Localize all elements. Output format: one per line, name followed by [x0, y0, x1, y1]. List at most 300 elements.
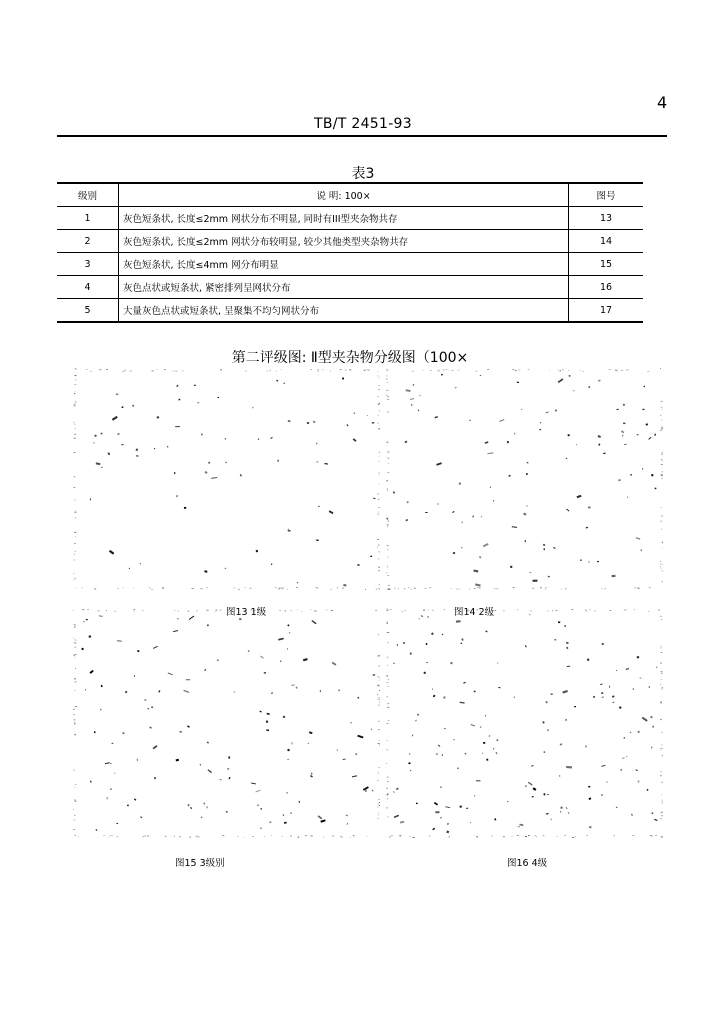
inclusion-particle — [436, 753, 438, 755]
frame-speck — [379, 461, 380, 462]
frame-speck — [511, 836, 512, 837]
inclusion-particle — [154, 448, 155, 450]
inclusion-particle — [421, 615, 423, 617]
inclusion-particle — [624, 444, 627, 446]
inclusion-particle — [565, 719, 567, 721]
cell-description: 大量灰色点状或短条状, 呈聚集不均匀网状分布 — [119, 299, 569, 323]
frame-speck — [557, 369, 558, 370]
frame-speck — [276, 587, 277, 588]
frame-speck — [528, 369, 530, 370]
frame-speck — [610, 610, 612, 611]
inclusion-particle — [207, 769, 212, 773]
frame-speck — [74, 406, 75, 407]
frame-speck — [379, 666, 380, 667]
inclusion-particle — [514, 433, 515, 435]
inclusion-particle — [566, 766, 572, 769]
frame-speck — [661, 619, 662, 620]
frame-speck — [660, 564, 661, 565]
inclusion-particle — [445, 806, 450, 808]
inclusion-particle — [459, 483, 461, 485]
inclusion-particle — [187, 804, 189, 806]
frame-speck — [378, 559, 380, 560]
frame-speck — [130, 371, 132, 372]
inclusion-particle — [346, 814, 348, 816]
frame-speck — [660, 775, 662, 776]
frame-speck — [617, 370, 618, 371]
inclusion-particle — [218, 397, 220, 398]
inclusion-particle — [177, 618, 179, 619]
frame-speck — [547, 611, 549, 612]
inclusion-particle — [646, 423, 648, 425]
frame-speck — [179, 836, 181, 837]
inclusion-particle — [153, 745, 158, 749]
inclusion-particle — [488, 735, 490, 737]
inclusion-particle — [228, 777, 230, 779]
frame-speck — [389, 588, 390, 589]
frame-speck — [74, 543, 76, 544]
frame-speck — [399, 836, 401, 837]
frame-speck — [594, 611, 596, 612]
frame-speck — [386, 808, 388, 809]
frame-speck — [389, 837, 391, 838]
cell-figure: 14 — [599, 235, 613, 247]
inclusion-particle — [184, 507, 186, 509]
frame-speck — [134, 609, 136, 610]
inclusion-particle — [442, 634, 444, 636]
frame-speck — [279, 588, 281, 589]
inclusion-particle — [266, 713, 269, 715]
frame-speck — [518, 370, 520, 371]
inclusion-particle — [496, 752, 498, 754]
frame-speck — [409, 836, 410, 837]
frame-speck — [662, 427, 663, 428]
frame-speck — [74, 627, 75, 628]
inclusion-particle — [403, 642, 406, 644]
frame-speck — [387, 623, 388, 624]
frame-speck — [377, 423, 379, 424]
inclusion-particle — [227, 768, 230, 771]
frame-speck — [575, 836, 576, 837]
inclusion-particle — [471, 724, 475, 727]
frame-speck — [661, 464, 663, 465]
frame-speck — [75, 784, 77, 785]
frame-speck — [75, 536, 77, 537]
inclusion-particle — [642, 468, 643, 470]
inclusion-particle — [413, 384, 415, 386]
inclusion-particle — [485, 630, 487, 632]
inclusion-particle — [526, 473, 528, 475]
frame-speck — [387, 621, 388, 622]
micrograph-1 — [72, 368, 380, 590]
inclusion-particle — [280, 660, 281, 662]
frame-speck — [387, 723, 389, 724]
frame-speck — [560, 370, 561, 371]
inclusion-particle — [612, 695, 615, 697]
inclusion-particle — [291, 684, 294, 685]
frame-speck — [125, 370, 126, 371]
inclusion-particle — [598, 380, 600, 382]
inclusion-particle — [117, 640, 122, 641]
micrograph-3 — [72, 608, 380, 838]
inclusion-particle — [112, 743, 114, 744]
inclusion-particle — [129, 568, 130, 570]
inclusion-particle — [173, 630, 178, 632]
frame-speck — [615, 370, 617, 371]
inclusion-particle — [287, 624, 289, 626]
frame-speck — [580, 370, 581, 371]
inclusion-particle — [441, 374, 443, 376]
inclusion-particle — [577, 495, 582, 499]
frame-speck — [661, 478, 663, 479]
frame-speck — [379, 456, 380, 457]
frame-speck — [75, 551, 76, 552]
frame-speck — [301, 611, 302, 612]
frame-speck — [74, 734, 76, 735]
frame-speck — [377, 694, 378, 695]
inclusion-particle — [637, 731, 640, 733]
frame-speck — [662, 581, 663, 582]
inclusion-particle — [406, 389, 411, 392]
cell-figure: 15 — [599, 258, 613, 270]
cell-grade: 4 — [57, 276, 119, 299]
inclusion-particle — [517, 382, 519, 384]
frame-speck — [661, 795, 662, 796]
frame-speck — [379, 377, 380, 378]
cell-grade: 2 — [57, 230, 119, 253]
inclusion-particle — [553, 547, 555, 549]
inclusion-particle — [426, 662, 428, 663]
frame-speck — [74, 624, 76, 625]
frame-speck — [487, 369, 489, 370]
frame-speck — [74, 476, 75, 477]
frame-speck — [387, 490, 388, 491]
inclusion-particle — [612, 575, 616, 578]
inclusion-particle — [551, 819, 552, 821]
inclusion-particle — [116, 823, 118, 824]
frame-speck — [378, 634, 379, 635]
inclusion-particle — [176, 385, 178, 387]
frame-speck — [387, 370, 389, 371]
frame-speck — [82, 609, 84, 610]
frame-speck — [73, 809, 74, 810]
frame-speck — [387, 610, 389, 611]
frame-speck — [316, 588, 318, 589]
inclusion-particle — [347, 823, 349, 825]
frame-speck — [376, 589, 377, 590]
frame-speck — [378, 545, 380, 546]
inclusion-particle — [554, 639, 556, 640]
inclusion-particle — [405, 441, 408, 444]
inclusion-particle — [415, 720, 417, 722]
inclusion-particle — [260, 828, 262, 829]
frame-speck — [388, 686, 389, 687]
inclusion-particle — [472, 515, 474, 517]
frame-speck — [74, 532, 76, 533]
frame-speck — [377, 494, 379, 495]
frame-speck — [73, 422, 75, 423]
inclusion-particle — [588, 386, 590, 388]
inclusion-particle — [566, 642, 569, 644]
inclusion-particle — [568, 812, 569, 813]
inclusion-particle — [174, 472, 176, 474]
frame-speck — [379, 799, 380, 800]
frame-speck — [75, 668, 76, 669]
frame-speck — [156, 369, 157, 370]
inclusion-particle — [425, 512, 428, 513]
frame-speck — [379, 584, 380, 585]
inclusion-particle — [266, 721, 268, 723]
inclusion-particle — [459, 805, 462, 808]
inclusion-particle — [140, 563, 141, 564]
frame-speck — [661, 648, 662, 649]
frame-speck — [386, 390, 388, 391]
inclusion-particle — [602, 643, 604, 645]
frame-speck — [74, 724, 75, 725]
inclusion-particle — [635, 769, 637, 771]
frame-speck — [99, 369, 101, 370]
inclusion-particle — [529, 572, 531, 573]
frame-speck — [556, 836, 557, 837]
frame-speck — [444, 609, 445, 610]
inclusion-particle — [316, 443, 317, 445]
frame-speck — [388, 642, 389, 643]
inclusion-particle — [601, 765, 605, 767]
inclusion-particle — [110, 763, 111, 764]
inclusion-particle — [526, 506, 527, 507]
inclusion-particle — [90, 498, 91, 500]
frame-speck — [379, 745, 380, 746]
frame-speck — [412, 837, 414, 838]
frame-speck — [634, 609, 635, 610]
inclusion-particle — [547, 794, 549, 795]
inclusion-particle — [528, 782, 533, 786]
inclusion-particle — [546, 411, 549, 413]
inclusion-particle — [566, 458, 568, 460]
inclusion-particle — [587, 659, 589, 661]
frame-speck — [662, 836, 663, 837]
inclusion-particle — [438, 745, 441, 747]
frame-speck — [386, 740, 387, 741]
inclusion-particle — [269, 821, 271, 823]
inclusion-particle — [533, 580, 538, 582]
frame-speck — [386, 442, 388, 443]
inclusion-particle — [452, 511, 454, 513]
frame-speck — [152, 371, 154, 372]
inclusion-particle — [93, 442, 94, 443]
frame-speck — [661, 529, 662, 530]
inclusion-particle — [539, 429, 541, 430]
frame-speck — [377, 376, 378, 377]
frame-speck — [476, 836, 478, 837]
frame-speck — [662, 564, 663, 565]
inclusion-particle — [444, 728, 446, 729]
inclusion-particle — [642, 717, 648, 722]
frame-speck — [449, 836, 450, 837]
inclusion-particle — [90, 780, 92, 782]
frame-speck — [634, 587, 636, 588]
frame-speck — [375, 610, 377, 611]
inclusion-particle — [523, 513, 526, 516]
inclusion-particle — [204, 669, 206, 671]
frame-speck — [423, 610, 425, 611]
table-row — [57, 253, 643, 276]
frame-speck — [379, 690, 380, 691]
inclusion-particle — [622, 757, 625, 759]
frame-speck — [172, 371, 174, 372]
frame-speck — [662, 452, 663, 453]
frame-speck — [175, 371, 177, 372]
inclusion-particle — [112, 416, 118, 421]
frame-speck — [387, 572, 388, 573]
inclusion-particle — [85, 689, 86, 690]
frame-speck — [345, 370, 346, 371]
frame-speck — [525, 836, 527, 837]
inclusion-particle — [288, 420, 291, 422]
inclusion-particle — [208, 461, 211, 464]
frame-speck — [495, 610, 497, 611]
inclusion-particle — [266, 729, 269, 731]
inclusion-particle — [648, 437, 651, 440]
frame-speck — [315, 587, 316, 588]
inclusion-particle — [190, 807, 192, 809]
frame-speck — [363, 370, 365, 371]
frame-speck — [74, 452, 76, 453]
inclusion-particle — [514, 696, 516, 698]
inclusion-particle — [482, 753, 483, 754]
inclusion-particle — [560, 811, 561, 812]
inclusion-particle — [524, 540, 526, 542]
frame-speck — [661, 428, 663, 429]
inclusion-particle — [357, 735, 363, 739]
table-row — [57, 276, 643, 299]
frame-speck — [341, 837, 343, 838]
frame-speck — [387, 665, 388, 666]
frame-speck — [404, 588, 405, 589]
inclusion-particle — [525, 645, 527, 647]
inclusion-particle — [410, 398, 414, 400]
table-title: 表3 — [351, 166, 375, 182]
inclusion-particle — [638, 781, 640, 783]
inclusion-particle — [512, 526, 517, 528]
inclusion-particle — [110, 788, 112, 790]
inclusion-particle — [95, 829, 97, 831]
frame-speck — [605, 588, 606, 589]
inclusion-particle — [542, 721, 544, 724]
cell-grade: 5 — [57, 299, 119, 323]
inclusion-particle — [443, 696, 445, 699]
frame-speck — [387, 545, 389, 546]
frame-speck — [386, 376, 387, 377]
inclusion-particle — [416, 803, 418, 804]
frame-speck — [378, 429, 380, 430]
frame-speck — [414, 588, 416, 589]
frame-speck — [377, 818, 379, 819]
frame-speck — [387, 696, 389, 697]
inclusion-particle — [240, 474, 242, 477]
frame-speck — [162, 588, 163, 589]
frame-speck — [73, 580, 74, 581]
header-description: 说 明: 100× — [119, 183, 569, 207]
inclusion-particle — [324, 463, 328, 465]
micrograph-2 — [385, 368, 663, 590]
inclusion-particle — [619, 706, 622, 708]
frame-speck — [315, 611, 316, 612]
inclusion-particle — [623, 737, 625, 739]
frame-speck — [561, 589, 562, 590]
frame-speck — [270, 370, 271, 371]
frame-speck — [387, 399, 389, 400]
frame-speck — [332, 836, 334, 837]
inclusion-particle — [593, 696, 595, 698]
inclusion-particle — [569, 375, 571, 377]
inclusion-particle — [623, 423, 625, 424]
frame-speck — [491, 836, 492, 837]
inclusion-particle — [264, 672, 267, 674]
inclusion-particle — [284, 822, 287, 824]
frame-speck — [660, 475, 662, 476]
inclusion-particle — [259, 711, 261, 713]
inclusion-particle — [117, 433, 120, 435]
inclusion-particle — [547, 729, 549, 731]
inclusion-particle — [186, 679, 190, 680]
inclusion-particle — [499, 419, 504, 422]
inclusion-particle — [419, 618, 420, 619]
inclusion-particle — [651, 747, 653, 749]
inclusion-particle — [555, 409, 558, 412]
frame-speck — [515, 370, 516, 371]
frame-speck — [457, 370, 458, 371]
frame-speck — [298, 836, 299, 837]
inclusion-particle — [546, 813, 549, 815]
inclusion-particle — [201, 816, 203, 818]
inclusion-particle — [562, 690, 568, 694]
inclusion-particle — [412, 735, 413, 737]
inclusion-particle — [122, 732, 124, 734]
inclusion-particle — [559, 775, 561, 777]
frame-speck — [387, 720, 389, 721]
inclusion-particle — [278, 638, 284, 641]
inclusion-particle — [394, 815, 399, 818]
inclusion-particle — [156, 416, 159, 419]
inclusion-particle — [612, 702, 614, 703]
frame-speck — [449, 370, 450, 371]
frame-speck — [238, 589, 240, 590]
figure-caption: 图16 4级 — [507, 858, 548, 869]
inclusion-particle — [606, 781, 607, 782]
inclusion-particle — [283, 716, 286, 719]
frame-speck — [282, 836, 283, 837]
frame-speck — [75, 512, 77, 513]
inclusion-particle — [94, 731, 96, 733]
frame-speck — [660, 812, 662, 813]
inclusion-particle — [627, 496, 628, 498]
frame-speck — [106, 369, 108, 370]
frame-speck — [196, 611, 198, 612]
inclusion-particle — [409, 753, 411, 755]
frame-speck — [378, 743, 380, 744]
inclusion-particle — [295, 686, 297, 688]
frame-speck — [386, 658, 387, 659]
inclusion-particle — [109, 550, 114, 555]
frame-speck — [305, 835, 307, 836]
inclusion-particle — [418, 409, 420, 411]
frame-speck — [278, 589, 280, 590]
frame-speck — [386, 794, 388, 795]
frame-speck — [662, 815, 663, 816]
frame-speck — [123, 371, 125, 372]
frame-speck — [565, 835, 566, 836]
inclusion-particle — [636, 537, 641, 540]
